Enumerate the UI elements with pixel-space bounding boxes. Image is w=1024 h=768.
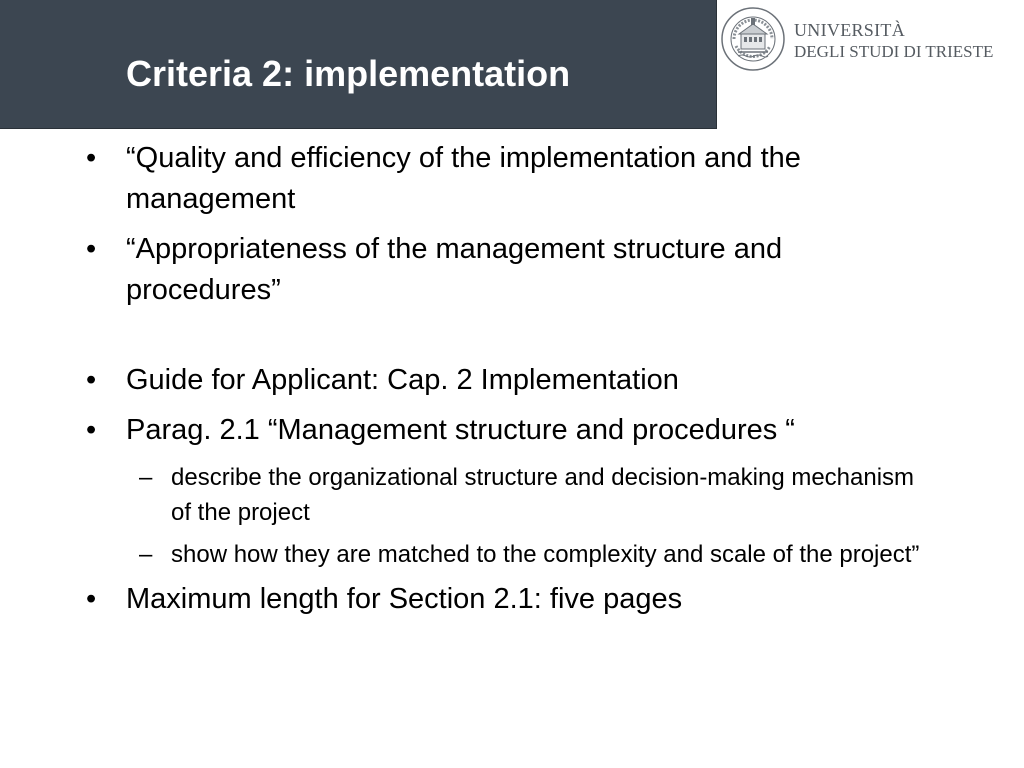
bullet-item [0, 360, 1024, 401]
slide-title: Criteria 2: implementation [126, 53, 571, 94]
sub-bullet-marker: – [139, 541, 153, 568]
bullet-text: “Quality and efficiency of the implementation and the management [126, 142, 801, 215]
spacer [0, 320, 1024, 360]
bullet-marker: • [86, 414, 97, 446]
bullet-item [0, 229, 1024, 311]
sub-bullet-marker: – [139, 464, 153, 491]
sub-bullet-item [0, 460, 1024, 530]
sub-bullet-item [0, 537, 1024, 572]
bullet-marker: • [86, 364, 97, 396]
bullet-marker: • [86, 583, 97, 615]
bullet-marker: • [86, 233, 97, 265]
bullet-item [0, 138, 1024, 220]
bullet-item [0, 410, 1024, 451]
bullet-text: Guide for Applicant: Cap. 2 Implementation [126, 364, 679, 396]
bullet-text: “Appropriateness of the management structure and procedures” [126, 233, 783, 306]
bullet-text: Maximum length for Section 2.1: five pages [126, 583, 683, 615]
slide-content [0, 138, 1024, 629]
university-seal-icon [720, 6, 786, 72]
bullet-text: Parag. 2.1 “Management structure and procedures “ [126, 414, 795, 446]
sub-bullet-text: show how they are matched to the complexity and scale of the project” [171, 541, 920, 568]
university-name-line1: UNIVERSITÀ [794, 20, 905, 40]
title-bar [0, 0, 717, 129]
bullet-marker: • [86, 142, 97, 174]
university-name-line2: DEGLI STUDI DI TRIESTE [794, 42, 994, 61]
sub-bullet-text: describe the organizational structure and decision-making mechanism of the project [171, 464, 915, 526]
university-logo [720, 6, 1020, 72]
bullet-item [0, 579, 1024, 620]
